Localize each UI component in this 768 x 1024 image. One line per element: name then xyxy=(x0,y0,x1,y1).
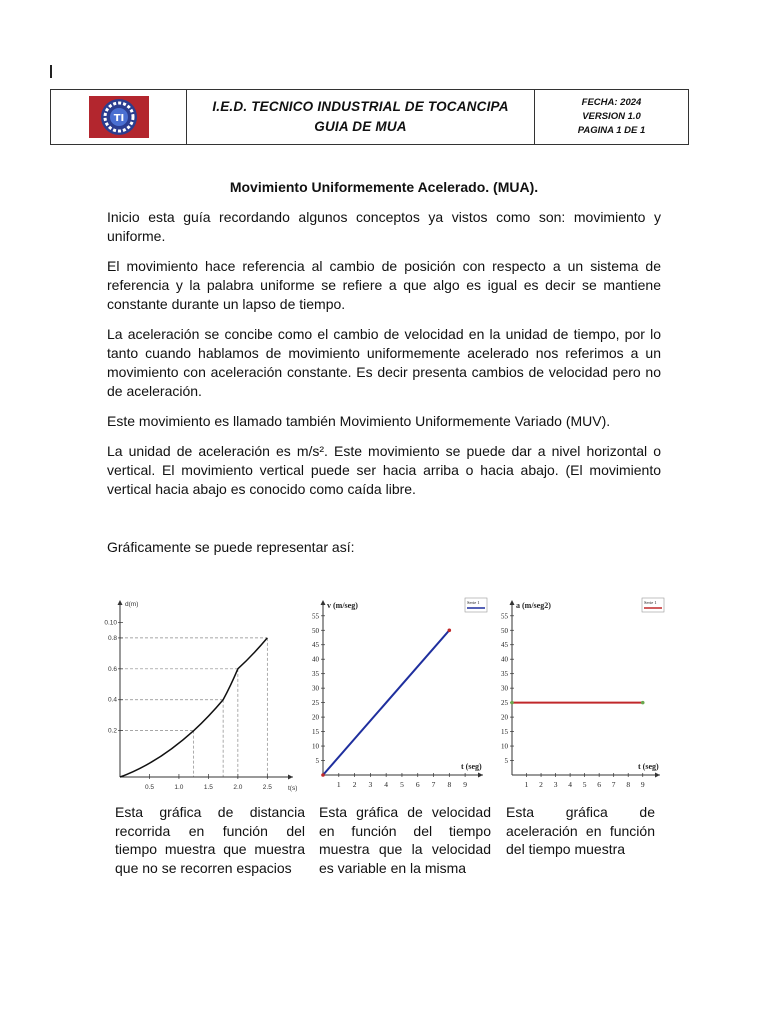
acceleration-time-chart xyxy=(492,592,670,792)
y-tick-label: 5 xyxy=(315,757,319,766)
legend-label: Serie 1 xyxy=(467,600,480,605)
series-line xyxy=(323,630,449,775)
y-tick-label: 0.4 xyxy=(107,696,117,704)
logo-cell xyxy=(51,90,187,144)
header-version: VERSION 1.0 xyxy=(582,111,641,122)
paragraph: El movimiento hace referencia al cambio de posición con respecto a un sistema de referencia y la palabra uniforme se refiere a que algo es igual es decir se mantiene constante durante un lapso de tiempo. xyxy=(107,258,661,312)
data-point xyxy=(448,628,452,632)
x-tick-label: 1.5 xyxy=(203,784,213,791)
paragraph: Inicio esta guía recordando algunos conceptos ya vistos como son: movimiento y uniforme. xyxy=(107,209,661,244)
y-axis-label: v (m/seg) xyxy=(327,601,358,610)
x-tick-label: 1 xyxy=(524,780,529,789)
x-axis-arrow xyxy=(288,775,293,780)
x-axis-arrow xyxy=(478,773,483,778)
y-tick-label: 55 xyxy=(501,612,508,621)
y-tick-label: 25 xyxy=(312,699,319,708)
meta-cell xyxy=(535,90,688,144)
x-tick-label: 2.5 xyxy=(262,784,272,791)
y-tick-label: 20 xyxy=(312,713,319,722)
school-name: I.E.D. TECNICO INDUSTRIAL DE TOCANCIPA xyxy=(212,99,509,114)
x-tick-label: 9 xyxy=(463,780,467,789)
y-tick-label: 10 xyxy=(501,742,508,751)
paragraph: La aceleración se concibe como el cambio de velocidad en la unidad de tiempo, por lo tanto cuando hablamos de movimiento uniformemente acelerado nos referimos a un movimiento con aceleración constante. Es decir presenta cambios de velocidad pero no de aceleración. xyxy=(107,326,661,399)
velocity-time-svg xyxy=(303,592,493,792)
x-tick-label: 3 xyxy=(553,780,558,789)
y-tick-label: 50 xyxy=(312,626,319,635)
school-logo xyxy=(87,94,151,140)
x-tick-label: 3 xyxy=(368,780,373,789)
acceleration-time-svg xyxy=(492,592,670,792)
y-tick-label: 40 xyxy=(312,655,319,664)
x-tick-label: 7 xyxy=(431,780,436,789)
velocity-time-chart xyxy=(303,592,493,792)
data-point xyxy=(641,701,645,705)
x-tick-label: 6 xyxy=(415,780,420,789)
y-tick-label: 45 xyxy=(501,641,508,650)
logo-text: TI xyxy=(113,113,124,124)
y-tick-label: 30 xyxy=(312,684,319,693)
y-axis-arrow xyxy=(118,600,123,605)
x-tick-label: 7 xyxy=(611,780,616,789)
y-tick-label: 15 xyxy=(312,728,319,737)
y-tick-label: 0.8 xyxy=(107,634,117,642)
data-point xyxy=(510,701,514,705)
x-axis-label: t (seg) xyxy=(638,762,659,771)
x-axis-label: t(s) xyxy=(288,785,298,792)
y-tick-label: 15 xyxy=(501,728,508,737)
paragraph: Este movimiento es llamado también Movimiento Uniformemente Variado (MUV). xyxy=(107,413,611,429)
x-tick-label: 4 xyxy=(568,780,572,789)
x-tick-label: 2 xyxy=(539,780,543,789)
distance-time-svg xyxy=(100,592,300,792)
y-axis-arrow xyxy=(510,600,515,605)
title-cell xyxy=(187,90,535,144)
x-tick-label: 8 xyxy=(626,780,631,789)
legend-label: Serie 1 xyxy=(644,600,657,605)
caption-acceleration: Esta gráfica de aceleración en función del tiempo muestra xyxy=(506,804,655,857)
data-point xyxy=(321,773,325,777)
caption-distance: Esta gráfica de distancia recorrida en función del tiempo muestra que muestra que no se recorren espacios xyxy=(115,804,305,876)
x-tick-label: 9 xyxy=(640,780,645,789)
y-axis-arrow xyxy=(321,600,326,605)
x-tick-label: 0.5 xyxy=(144,784,154,791)
y-tick-label: 20 xyxy=(501,713,508,722)
y-tick-label: 25 xyxy=(501,699,508,708)
y-tick-label: 10 xyxy=(312,742,319,751)
y-tick-label: 35 xyxy=(312,670,319,679)
x-tick-label: 2.0 xyxy=(233,784,243,791)
x-tick-label: 1.0 xyxy=(174,784,184,791)
x-axis-arrow xyxy=(655,773,660,778)
text-cursor xyxy=(50,65,52,78)
x-tick-label: 5 xyxy=(582,780,587,789)
header-date: FECHA: 2024 xyxy=(581,97,642,108)
x-tick-label: 1 xyxy=(336,780,341,789)
document-title: Movimiento Uniformemente Acelerado. (MUA). xyxy=(229,179,539,195)
guide-name: GUIA DE MUA xyxy=(314,119,407,134)
paragraph: La unidad de aceleración es m/s². Este movimiento se puede dar a nivel horizontal o vertical. El movimiento vertical puede ser hacia arriba o hacia abajo. (El movimiento vertical hacia abajo es conocido como caída libre. xyxy=(107,443,661,497)
y-axis-label: d(m) xyxy=(125,601,139,608)
x-tick-label: 6 xyxy=(597,780,602,789)
y-tick-label: 30 xyxy=(501,684,508,693)
document-header xyxy=(50,89,689,145)
y-tick-label: 50 xyxy=(501,626,508,635)
y-tick-label: 35 xyxy=(501,670,508,679)
x-axis-label: t (seg) xyxy=(461,762,482,771)
y-tick-label: 0.6 xyxy=(107,665,117,673)
y-axis-label: a (m/seg2) xyxy=(516,601,551,610)
distance-time-chart xyxy=(100,592,300,792)
y-tick-label: 55 xyxy=(312,612,319,621)
x-tick-label: 2 xyxy=(352,780,357,789)
x-tick-label: 4 xyxy=(384,780,389,789)
x-tick-label: 8 xyxy=(447,780,452,789)
x-tick-label: 5 xyxy=(400,780,404,789)
paragraph: Gráficamente se puede representar así: xyxy=(107,539,355,555)
y-tick-label: 0.10 xyxy=(104,619,117,627)
y-tick-label: 45 xyxy=(312,641,319,650)
y-tick-label: 5 xyxy=(504,757,508,766)
y-tick-label: 0.2 xyxy=(107,727,117,735)
header-page: PAGINA 1 DE 1 xyxy=(577,125,646,136)
caption-velocity: Esta gráfica de velocidad en función del tiempo muestra que la velocidad es variable en la misma xyxy=(319,804,491,876)
y-tick-label: 40 xyxy=(501,655,508,664)
